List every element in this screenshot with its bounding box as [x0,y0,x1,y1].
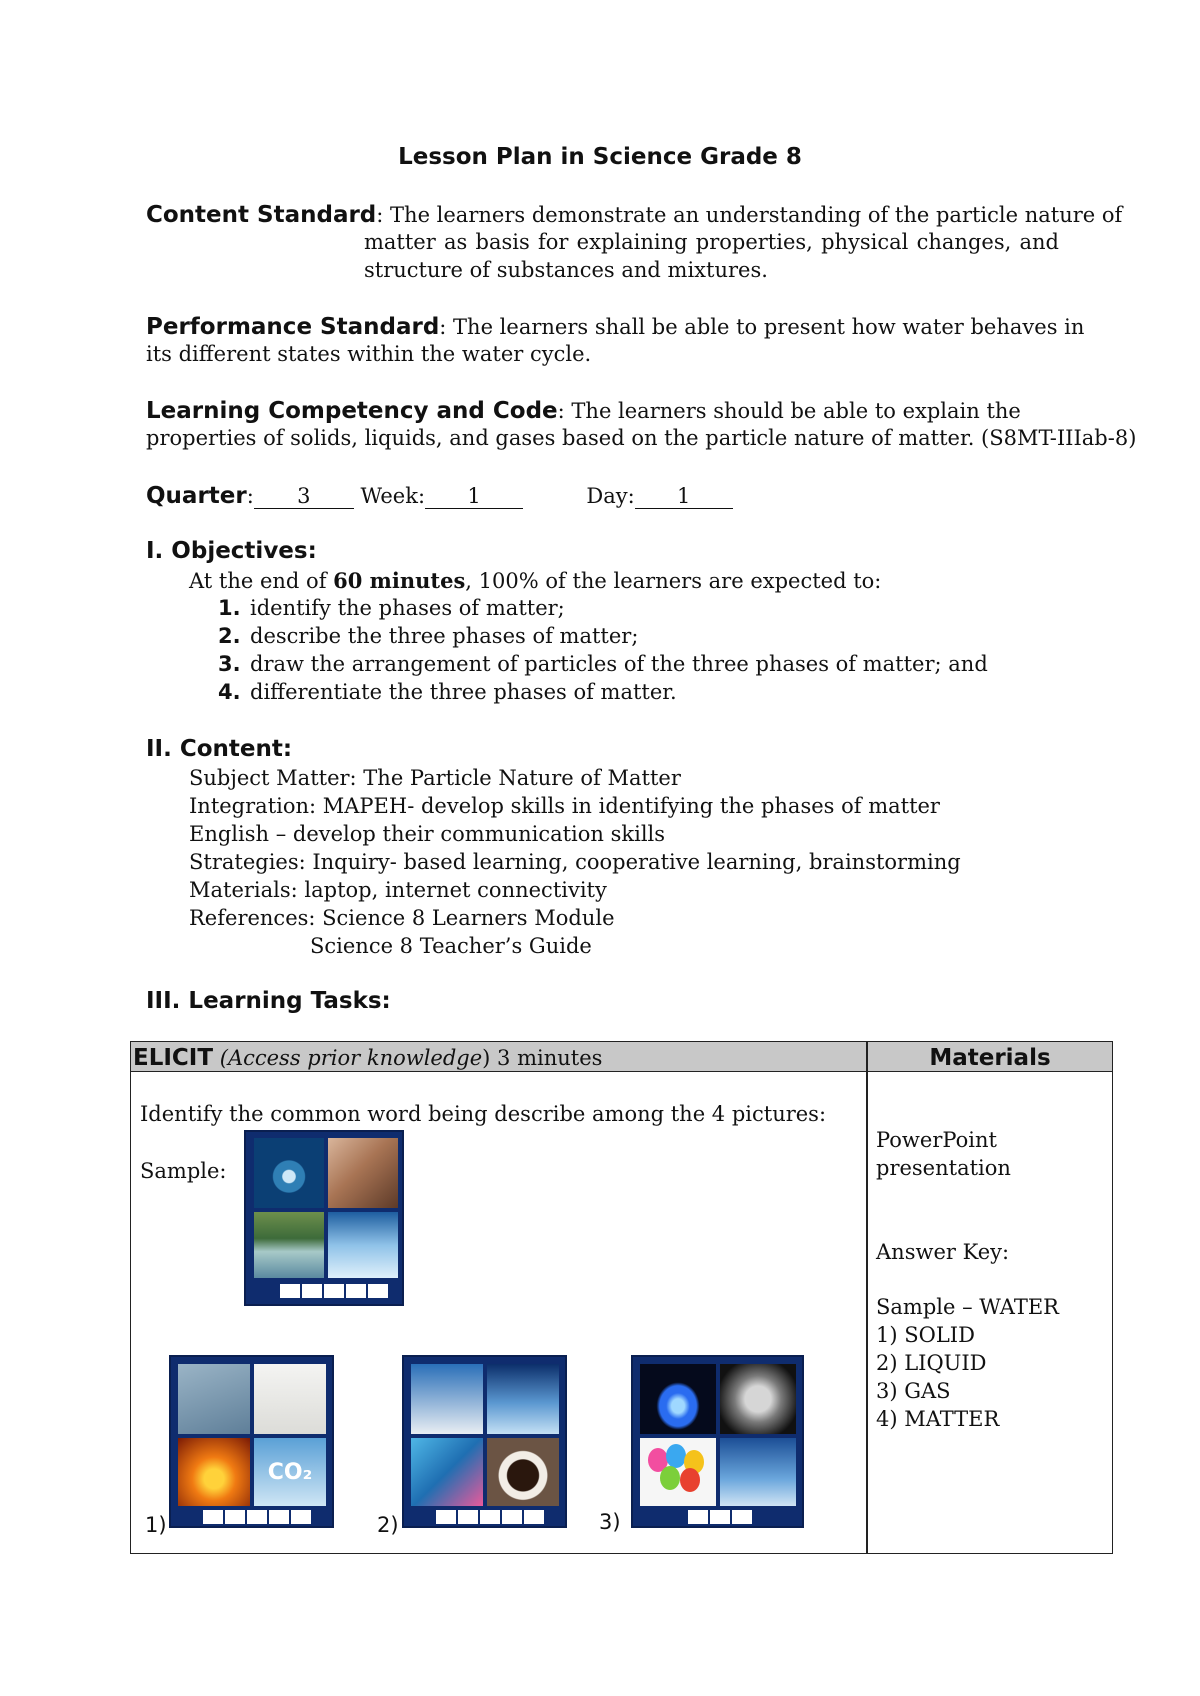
materials-line: presentation [876,1156,1011,1180]
answer-blanks [436,1510,544,1524]
milk-pour-image [411,1364,483,1434]
river-image [254,1212,324,1278]
sample-label: Sample: [140,1159,227,1183]
learning-competency-label: Learning Competency and Code [146,398,558,424]
content-line: Strategies: Inquiry- based learning, cooperative learning, brainstorming [189,850,961,874]
objective-num: 1. [218,596,241,620]
content-standard-line1 [146,202,1122,228]
learning-tasks-table [130,1041,1113,1554]
answer-key-label: Answer Key: [876,1240,1010,1264]
performance-standard-text2: its different states within the water cycle. [146,342,592,366]
quarter-label: Quarter [146,483,247,509]
balloons-image [640,1438,716,1506]
schedule-row: Quarter: 3 Week: 1 Day: 1 [146,483,733,509]
content-standard-text1: : The learners demonstrate an understanding of the particle nature of [376,203,1123,227]
learning-tasks-heading: III. Learning Tasks: [146,988,391,1014]
content-line: Subject Matter: The Particle Nature of Matter [189,766,681,790]
drinking-water-image [328,1138,398,1208]
learning-competency-line1 [146,398,1021,424]
content-line: Materials: laptop, internet connectivity [189,878,607,902]
materials-line: PowerPoint [876,1128,997,1152]
objectives-intro [189,568,881,593]
materials-header: Materials [929,1045,1051,1071]
performance-standard-text1: : The learners shall be able to present how water behaves in [439,315,1085,339]
water-glass-image [328,1212,398,1278]
objective-num: 4. [218,680,241,704]
objectives-heading: I. Objectives: [146,538,317,564]
content-line: Integration: MAPEH- develop skills in identifying the phases of matter [189,794,940,818]
table-column-divider [866,1042,868,1553]
elicit-instruction: Identify the common word being describe among the 4 pictures: [140,1102,827,1126]
co2-cloud-image: CO₂ [254,1438,326,1506]
day-label: Day: [586,484,635,508]
puzzle-1-card [169,1355,334,1528]
content-line: English – develop their communication skills [189,822,666,846]
content-standard-text2: matter as basis for explaining properties, physical changes, and [364,230,1059,254]
smoke-image [720,1364,796,1434]
elicit-label: ELICIT [133,1045,214,1071]
quarter-value: 3 [254,484,354,509]
answer-item: 4) MATTER [876,1407,1000,1431]
coffee-cup-image [487,1438,559,1506]
week-value: 1 [425,484,523,509]
content-line: References: Science 8 Learners Module [189,906,615,930]
objective-item [218,680,677,704]
answer-item: 2) LIQUID [876,1351,987,1375]
objectives-intro-bold: 60 minutes [333,568,466,593]
content-heading: II. Content: [146,736,293,762]
answer-blanks [688,1510,752,1524]
answer-item: Sample – WATER [876,1295,1059,1319]
objectives-intro-post: , 100% of the learners are expected to: [465,569,882,593]
kettle-steam-image [720,1438,796,1506]
content-standard-text3: structure of substances and mixtures. [364,258,768,282]
learning-competency-text2: properties of solids, liquids, and gases based on the particle nature of matter. (S8MT-IIIab-8) [146,426,1137,450]
sun-image [178,1438,250,1506]
objective-text: draw the arrangement of particles of the three phases of matter; and [250,652,988,676]
day-value: 1 [635,484,733,509]
answer-item: 1) SOLID [876,1323,975,1347]
objective-item [218,596,565,620]
answer-item: 3) GAS [876,1379,951,1403]
objective-num: 3. [218,652,241,676]
puzzle-2-label: 2) [377,1513,399,1537]
answer-blanks [203,1510,311,1524]
gas-flame-image [640,1364,716,1434]
water-glass-image [487,1364,559,1434]
sample-puzzle-card [244,1130,404,1306]
elicit-close: ) 3 minutes [482,1046,603,1070]
puzzle-2-card [402,1355,567,1528]
content-reference2: Science 8 Teacher’s Guide [310,934,592,958]
objective-item [218,624,638,648]
performance-standard-line1 [146,314,1084,340]
objective-text: differentiate the three phases of matter. [250,680,677,704]
page-title: Lesson Plan in Science Grade 8 [398,144,802,170]
objective-text: describe the three phases of matter; [250,624,639,648]
puzzle-1-label: 1) [145,1513,167,1537]
puzzle-3-card [631,1355,804,1528]
puzzle-3-label: 3) [599,1510,621,1534]
objectives-intro-pre: At the end of [189,569,334,593]
objective-num: 2. [218,624,241,648]
learning-competency-text1: : The learners should be able to explain the [557,399,1021,423]
elicit-header [133,1045,602,1071]
detergent-image [411,1438,483,1506]
performance-standard-label: Performance Standard [146,314,440,340]
content-standard-label: Content Standard [146,202,377,228]
water-drop-image [254,1138,324,1208]
elicit-sub: (Access prior knowledge [219,1046,483,1070]
answer-blanks [280,1284,388,1298]
week-label: Week: [360,484,426,508]
states-diagram-image [178,1364,250,1434]
ice-glass-image [254,1364,326,1434]
objective-item [218,652,988,676]
objective-text: identify the phases of matter; [250,596,565,620]
